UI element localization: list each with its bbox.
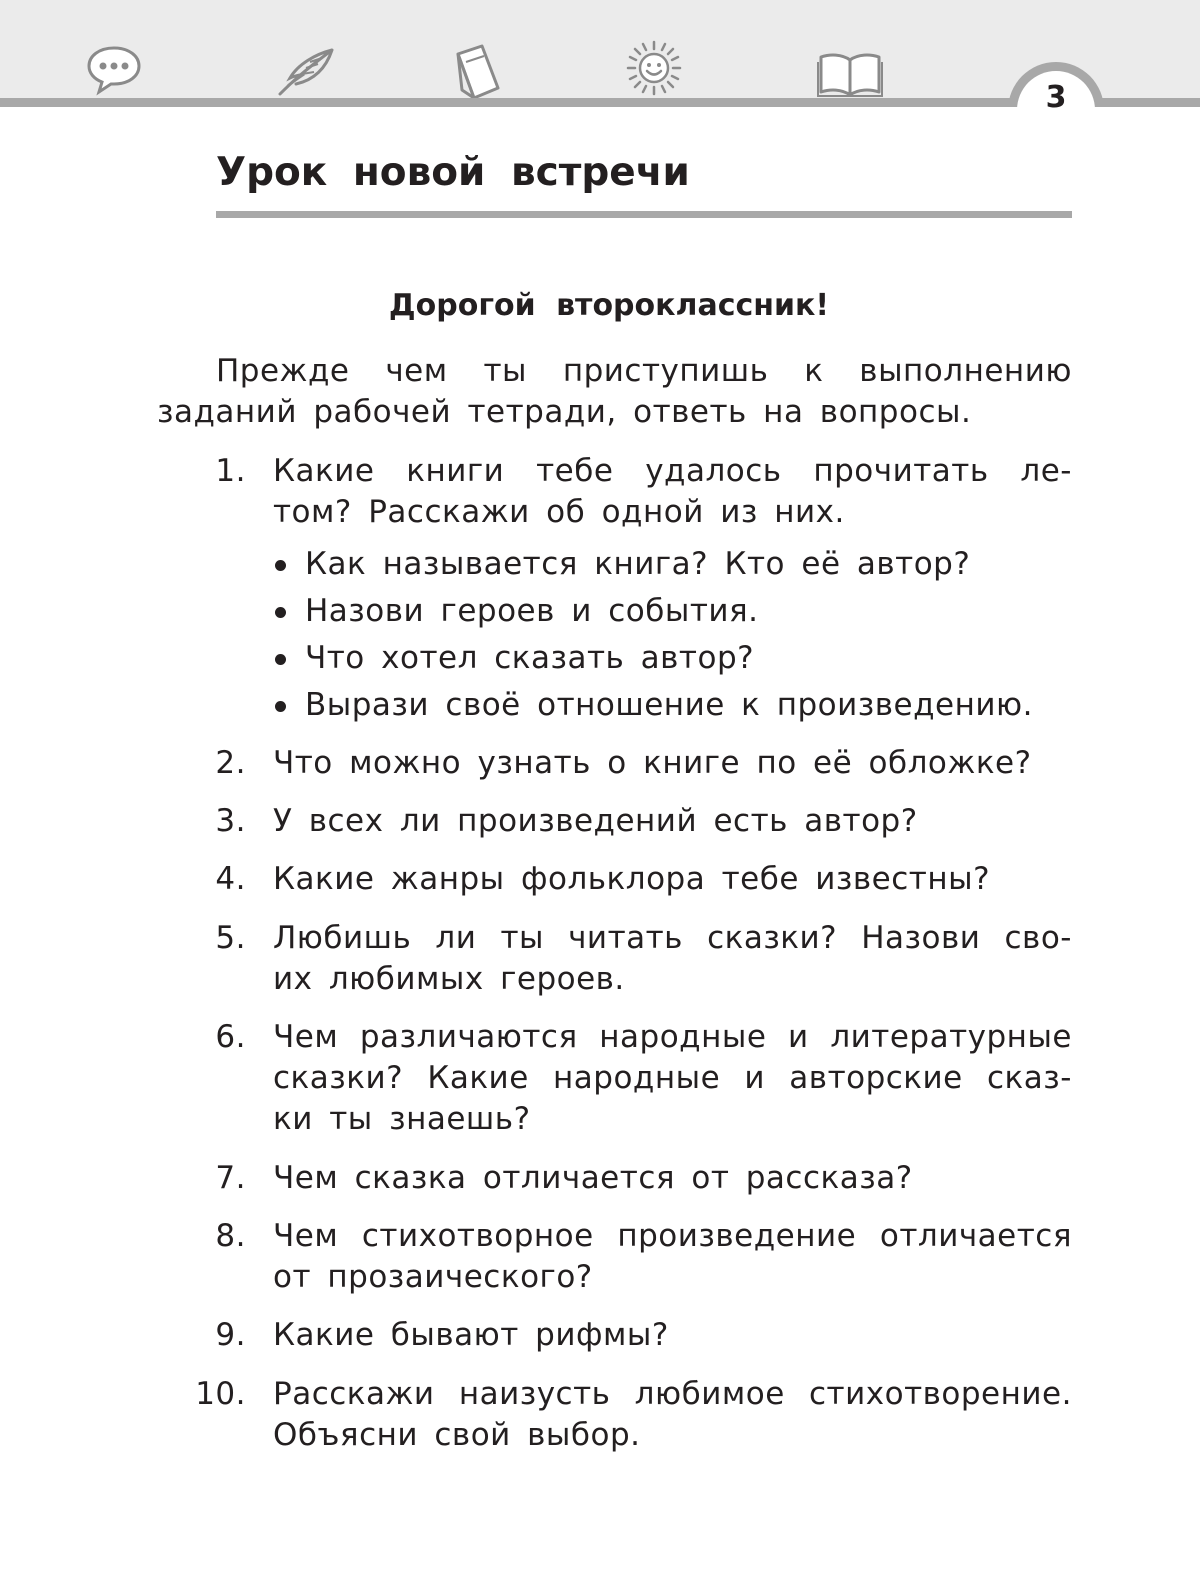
question-number: 3. (215, 803, 246, 839)
question-number: 7. (215, 1160, 246, 1196)
bullet-item: Как называется книга? Кто её автор? (305, 546, 971, 582)
question-10-line-1: Расскажи наизусть любимое стихотворение. (273, 1376, 1072, 1412)
question-number: 4. (215, 861, 246, 897)
question-number: 10. (195, 1376, 246, 1412)
question-4-text: Какие жанры фольклора тебе известны? (273, 861, 991, 897)
speech-bubble-icon (86, 44, 142, 96)
smiling-sun-icon (626, 40, 682, 96)
question-number: 6. (215, 1019, 246, 1055)
question-1-line-2: том? Расскажи об одной из них. (273, 494, 845, 530)
open-book-icon (816, 50, 884, 98)
question-6-line-1: Чем различаются народные и литературные (273, 1019, 1072, 1055)
question-6-line-2: сказки? Какие народные и авторские сказ- (273, 1060, 1072, 1096)
question-10-line-2: Объясни свой выбор. (273, 1417, 641, 1453)
question-1-line-1: Какие книги тебе удалось прочитать ле- (273, 453, 1072, 489)
bullet-dot (275, 607, 286, 618)
question-3-text: У всех ли произведений есть автор? (273, 803, 918, 839)
intro-line-2: заданий рабочей тетради, ответь на вопросы. (157, 394, 972, 430)
intro-line-1: Прежде чем ты приступишь к выполнению (216, 353, 1072, 389)
question-number: 2. (215, 745, 246, 781)
bullet-item: Назови героев и события. (305, 593, 759, 629)
question-5-line-1: Любишь ли ты читать сказки? Назови сво- (273, 920, 1072, 956)
question-8-line-1: Чем стихотворное произведение отличается (273, 1218, 1072, 1254)
bullet-dot (275, 560, 286, 571)
question-9-text: Какие бывают рифмы? (273, 1317, 669, 1353)
bullet-dot (275, 654, 286, 665)
book-closed-icon (452, 44, 504, 100)
question-5-line-2: их любимых героев. (273, 961, 625, 997)
question-number: 1. (215, 453, 246, 489)
question-7-text: Чем сказка отличается от рассказа? (273, 1160, 913, 1196)
bullet-item: Что хотел сказать автор? (305, 640, 755, 676)
page-number: 3 (1045, 80, 1067, 115)
lesson-title: Урок новой встречи (216, 150, 690, 195)
title-underline (216, 211, 1072, 218)
question-number: 5. (215, 920, 246, 956)
bullet-item: Вырази своё отношение к произведению. (305, 687, 1033, 723)
question-number: 9. (215, 1317, 246, 1353)
bullet-dot (275, 701, 286, 712)
greeting-heading: Дорогой второклассник! (388, 288, 830, 323)
question-6-line-3: ки ты знаешь? (273, 1101, 531, 1137)
question-8-line-2: от прозаического? (273, 1259, 593, 1295)
feather-icon (276, 44, 336, 96)
question-2-text: Что можно узнать о книге по её обложке? (273, 745, 1032, 781)
question-number: 8. (215, 1218, 246, 1254)
